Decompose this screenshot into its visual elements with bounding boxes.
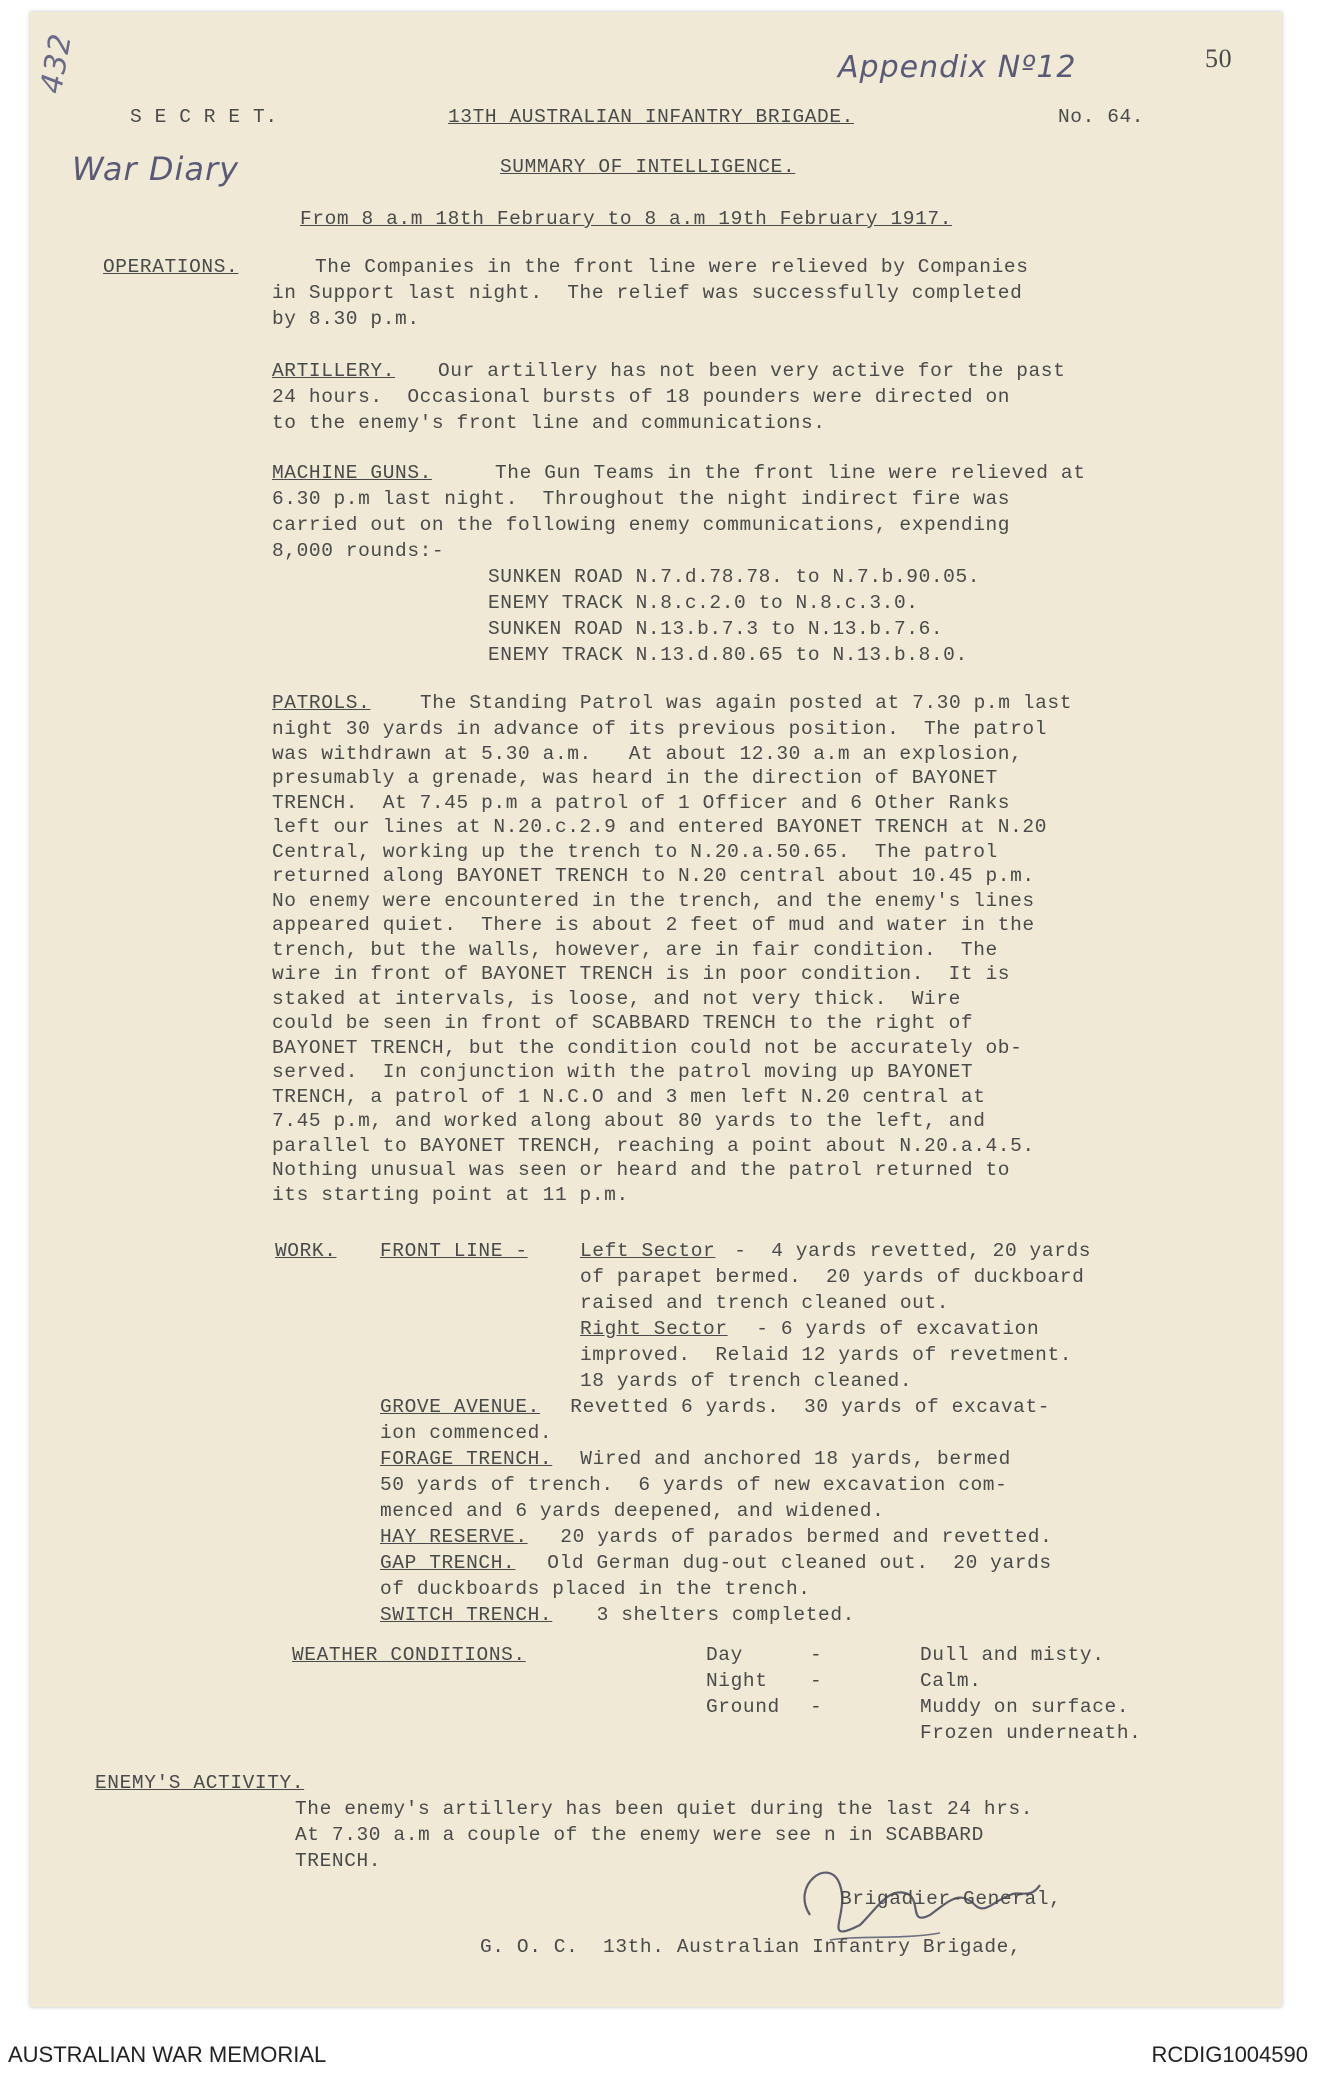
- document-number: No. 64.: [1058, 106, 1145, 128]
- page-number: 50: [1205, 44, 1233, 73]
- brigade-title: 13TH AUSTRALIAN INFANTRY BRIGADE.: [448, 106, 854, 128]
- machine-guns-line: 6.30 p.m last night. Throughout the night indirect fire was: [272, 488, 1011, 510]
- artillery-line: 24 hours. Occasional bursts of 18 pounders were directed on: [272, 386, 1011, 408]
- artillery-line: Our artillery has not been very active for the past: [438, 360, 1066, 382]
- artillery-line: to the enemy's front line and communications.: [272, 412, 826, 434]
- work-line: menced and 6 yards deepened, and widened.: [380, 1500, 885, 1522]
- work-line: 50 yards of trench. 6 yards of new excavation com-: [380, 1474, 1008, 1496]
- weather-value: Dull and misty.: [920, 1644, 1105, 1666]
- patrols-line: BAYONET TRENCH, but the condition could not be accurately ob-: [272, 1036, 1023, 1059]
- left-sector-label: Left Sector: [580, 1240, 716, 1262]
- footer-id: RCDIG1004590: [1151, 2042, 1308, 2067]
- weather-heading: WEATHER CONDITIONS.: [292, 1644, 526, 1666]
- machine-guns-line: carried out on the following enemy communications, expending: [272, 514, 1011, 536]
- right-sector-label: Right Sector: [580, 1318, 728, 1340]
- summary-title: SUMMARY OF INTELLIGENCE.: [500, 156, 796, 178]
- secret-label: S E C R E T.: [130, 106, 278, 128]
- patrols-line: TRENCH. At 7.45 p.m a patrol of 1 Officer and 6 Other Ranks: [272, 791, 1011, 814]
- work-line: Revetted 6 yards. 30 yards of excavat-: [558, 1396, 1051, 1418]
- work-line: - 6 yards of excavation: [744, 1318, 1040, 1340]
- enemy-line: The enemy's artillery has been quiet during the last 24 hrs.: [295, 1798, 1034, 1820]
- patrols-line: TRENCH, a patrol of 1 N.C.O and 3 men left N.20 central at: [272, 1085, 986, 1108]
- machine-guns-line: 8,000 rounds:-: [272, 540, 445, 562]
- work-line: of duckboards placed in the trench.: [380, 1578, 811, 1600]
- weather-dash: -: [810, 1696, 823, 1718]
- patrols-line: left our lines at N.20.c.2.9 and entered BAYONET TRENCH at N.20: [272, 816, 1048, 838]
- weather-label: Ground: [706, 1696, 780, 1718]
- switch-trench-label: SWITCH TRENCH.: [380, 1604, 553, 1626]
- patrols-line: could be seen in front of SCABBARD TRENCH to the right of: [272, 1012, 974, 1034]
- work-line: raised and trench cleaned out.: [580, 1292, 950, 1314]
- grove-avenue-label: GROVE AVENUE.: [380, 1396, 540, 1418]
- patrols-line: presumably a grenade, was heard in the direction of BAYONET: [272, 767, 998, 789]
- operations-line: in Support last night. The relief was successfully completed: [272, 282, 1023, 304]
- patrols-line: night 30 yards in advance of its previous position. The patrol: [272, 718, 1048, 740]
- enemy-line: TRENCH.: [295, 1850, 382, 1872]
- hay-reserve-label: HAY RESERVE.: [380, 1526, 528, 1548]
- war-diary-note: War Diary: [72, 150, 240, 188]
- patrols-line: its starting point at 11 p.m.: [272, 1183, 629, 1206]
- signatory-title: G. O. C. 13th. Australian Infantry Brigade,: [480, 1936, 1022, 1958]
- work-line: 3 shelters completed.: [572, 1604, 855, 1626]
- work-line: Wired and anchored 18 yards, bermed: [568, 1448, 1011, 1470]
- patrols-line: The Standing Patrol was again posted at 7.30 p.m last: [420, 692, 1073, 714]
- signatory-rank: Brigadier-General,: [840, 1888, 1062, 1910]
- gap-trench-label: GAP TRENCH.: [380, 1552, 516, 1574]
- work-line: - 4 yards revetted, 20 yards: [722, 1240, 1092, 1262]
- work-line: of parapet bermed. 20 yards of duckboard: [580, 1266, 1085, 1288]
- weather-label: Night: [706, 1670, 768, 1692]
- weather-label: Day: [706, 1644, 743, 1666]
- appendix-note: Appendix Nº12: [838, 50, 1077, 85]
- patrols-line: was withdrawn at 5.30 a.m. At about 12.30 a.m an explosion,: [272, 742, 1023, 765]
- operations-heading: OPERATIONS.: [103, 256, 239, 278]
- work-line: improved. Relaid 12 yards of revetment.: [580, 1344, 1073, 1366]
- patrols-line: appeared quiet. There is about 2 feet of mud and water in the: [272, 914, 1035, 936]
- patrols-line: returned along BAYONET TRENCH to N.20 central about 10.45 p.m.: [272, 865, 1035, 887]
- front-line-label: FRONT LINE -: [380, 1240, 528, 1262]
- weather-dash: -: [810, 1670, 823, 1692]
- patrols-heading: PATROLS.: [272, 692, 371, 714]
- work-line: Old German dug-out cleaned out. 20 yards: [535, 1552, 1052, 1574]
- work-heading: WORK.: [275, 1240, 337, 1262]
- operations-line: by 8.30 p.m.: [272, 308, 420, 330]
- footer-source: AUSTRALIAN WAR MEMORIAL: [8, 2042, 327, 2067]
- work-line: 18 yards of trench cleaned.: [580, 1370, 913, 1392]
- target-line: SUNKEN ROAD N.7.d.78.78. to N.7.b.90.05.: [488, 566, 981, 588]
- weather-value: Calm.: [920, 1670, 982, 1692]
- machine-guns-heading: MACHINE GUNS.: [272, 462, 432, 484]
- weather-value: Frozen underneath.: [920, 1722, 1142, 1744]
- weather-dash: -: [810, 1644, 823, 1666]
- patrols-line: Nothing unusual was seen or heard and the patrol returned to: [272, 1159, 1011, 1181]
- work-line: ion commenced.: [380, 1422, 553, 1444]
- target-line: ENEMY TRACK N.13.d.80.65 to N.13.b.8.0.: [488, 644, 968, 666]
- patrols-line: staked at intervals, is loose, and not very thick. Wire: [272, 987, 961, 1010]
- forage-trench-label: FORAGE TRENCH.: [380, 1448, 553, 1470]
- enemy-activity-heading: ENEMY'S ACTIVITY.: [95, 1772, 305, 1794]
- patrols-line: parallel to BAYONET TRENCH, reaching a point about N.20.a.4.5.: [272, 1134, 1035, 1157]
- patrols-line: 7.45 p.m, and worked along about 80 yards to the left, and: [272, 1110, 986, 1132]
- machine-guns-line: The Gun Teams in the front line were relieved at: [495, 462, 1086, 484]
- patrols-line: served. In conjunction with the patrol moving up BAYONET: [272, 1061, 974, 1083]
- period-line: From 8 a.m 18th February to 8 a.m 19th February 1917.: [300, 208, 953, 230]
- patrols-line: wire in front of BAYONET TRENCH is in poor condition. It is: [272, 963, 1011, 985]
- patrols-line: trench, but the walls, however, are in fair condition. The: [272, 938, 998, 961]
- enemy-line: At 7.30 a.m a couple of the enemy were see n in SCABBARD: [295, 1824, 984, 1846]
- weather-value: Muddy on surface.: [920, 1696, 1130, 1718]
- patrols-line: No enemy were encountered in the trench, and the enemy's lines: [272, 889, 1035, 912]
- operations-line: The Companies in the front line were relieved by Companies: [315, 256, 1029, 278]
- target-line: SUNKEN ROAD N.13.b.7.3 to N.13.b.7.6.: [488, 618, 944, 640]
- work-line: 20 yards of parados bermed and revetted.: [548, 1526, 1053, 1548]
- folio-number: 432: [34, 30, 79, 97]
- artillery-heading: ARTILLERY.: [272, 360, 396, 382]
- target-line: ENEMY TRACK N.8.c.2.0 to N.8.c.3.0.: [488, 592, 919, 614]
- patrols-line: Central, working up the trench to N.20.a.50.65. The patrol: [272, 840, 998, 863]
